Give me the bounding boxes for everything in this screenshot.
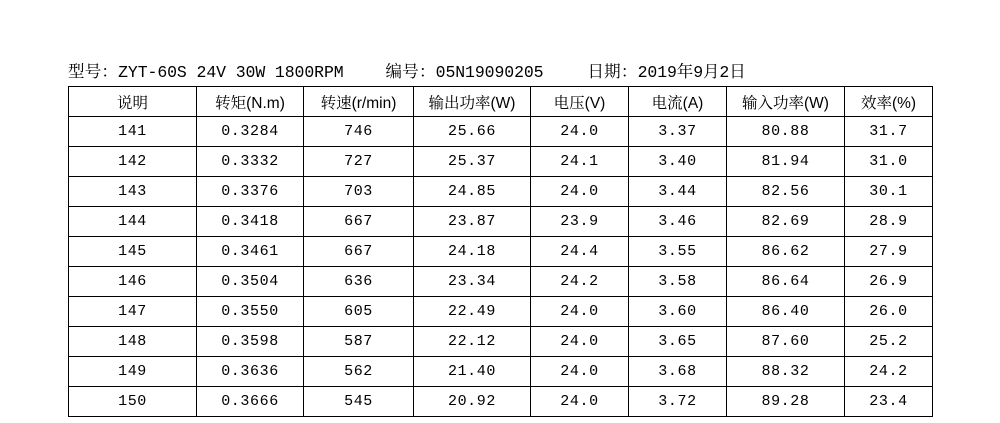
cell: 24.0	[531, 297, 629, 327]
cell: 3.68	[629, 357, 727, 387]
cell: 545	[304, 387, 414, 417]
cell: 746	[304, 117, 414, 147]
model-label: 型号：	[68, 63, 119, 81]
cell: 0.3504	[197, 267, 304, 297]
serial-label: 编号：	[385, 63, 436, 81]
cell: 24.2	[845, 357, 933, 387]
cell: 145	[69, 237, 197, 267]
cell: 23.9	[531, 207, 629, 237]
cell: 149	[69, 357, 197, 387]
cell: 31.0	[845, 147, 933, 177]
table-row	[69, 117, 933, 147]
cell: 0.3666	[197, 387, 304, 417]
cell: 144	[69, 207, 197, 237]
table-row	[69, 297, 933, 327]
cell: 143	[69, 177, 197, 207]
column-header: 转矩(N.m)	[197, 87, 304, 117]
table-body	[69, 117, 933, 417]
cell: 24.2	[531, 267, 629, 297]
column-header: 转速(r/min)	[304, 87, 414, 117]
cell: 3.72	[629, 387, 727, 417]
cell: 0.3598	[197, 327, 304, 357]
table-row	[69, 357, 933, 387]
cell: 3.44	[629, 177, 727, 207]
cell: 28.9	[845, 207, 933, 237]
cell: 26.9	[845, 267, 933, 297]
cell: 667	[304, 207, 414, 237]
column-header: 输出功率(W)	[414, 87, 531, 117]
cell: 25.66	[414, 117, 531, 147]
date-label: 日期：	[587, 63, 638, 81]
cell: 23.34	[414, 267, 531, 297]
cell: 24.0	[531, 177, 629, 207]
cell: 703	[304, 177, 414, 207]
column-header: 效率(%)	[845, 87, 933, 117]
cell: 86.62	[727, 237, 845, 267]
cell: 0.3284	[197, 117, 304, 147]
table-row	[69, 327, 933, 357]
cell: 82.56	[727, 177, 845, 207]
cell: 86.64	[727, 267, 845, 297]
cell: 562	[304, 357, 414, 387]
cell: 141	[69, 117, 197, 147]
table-header-row	[69, 87, 933, 117]
cell: 727	[304, 147, 414, 177]
date-value: 2019年9月2日	[637, 63, 746, 82]
cell: 31.7	[845, 117, 933, 147]
column-header: 说明	[69, 87, 197, 117]
cell: 0.3550	[197, 297, 304, 327]
cell: 89.28	[727, 387, 845, 417]
cell: 88.32	[727, 357, 845, 387]
cell: 0.3376	[197, 177, 304, 207]
cell: 0.3332	[197, 147, 304, 177]
cell: 81.94	[727, 147, 845, 177]
cell: 3.40	[629, 147, 727, 177]
cell: 24.1	[531, 147, 629, 177]
cell: 142	[69, 147, 197, 177]
cell: 86.40	[727, 297, 845, 327]
cell: 24.0	[531, 357, 629, 387]
cell: 587	[304, 327, 414, 357]
cell: 26.0	[845, 297, 933, 327]
column-header: 输入功率(W)	[727, 87, 845, 117]
table-row	[69, 207, 933, 237]
cell: 146	[69, 267, 197, 297]
cell: 0.3418	[197, 207, 304, 237]
cell: 25.37	[414, 147, 531, 177]
cell: 24.4	[531, 237, 629, 267]
cell: 0.3636	[197, 357, 304, 387]
cell: 24.0	[531, 117, 629, 147]
cell: 87.60	[727, 327, 845, 357]
cell: 24.0	[531, 327, 629, 357]
cell: 667	[304, 237, 414, 267]
table-row	[69, 387, 933, 417]
cell: 3.58	[629, 267, 727, 297]
report-header	[68, 58, 938, 80]
table-row	[69, 147, 933, 177]
serial-field	[386, 58, 544, 82]
cell: 24.85	[414, 177, 531, 207]
table-row	[69, 177, 933, 207]
table-row	[69, 237, 933, 267]
column-header: 电流(A)	[629, 87, 727, 117]
cell: 20.92	[414, 387, 531, 417]
cell: 148	[69, 327, 197, 357]
cell: 147	[69, 297, 197, 327]
cell: 24.18	[414, 237, 531, 267]
cell: 605	[304, 297, 414, 327]
cell: 22.12	[414, 327, 531, 357]
cell: 3.55	[629, 237, 727, 267]
cell: 3.60	[629, 297, 727, 327]
cell: 3.65	[629, 327, 727, 357]
measurement-table	[68, 86, 933, 417]
cell: 21.40	[414, 357, 531, 387]
date-field	[587, 58, 745, 82]
cell: 150	[69, 387, 197, 417]
cell: 23.4	[845, 387, 933, 417]
model-value: ZYT-60S 24V 30W 1800RPM	[118, 63, 344, 82]
table-row	[69, 267, 933, 297]
cell: 24.0	[531, 387, 629, 417]
cell: 27.9	[845, 237, 933, 267]
serial-value: 05N19090205	[435, 63, 544, 82]
cell: 3.37	[629, 117, 727, 147]
cell: 23.87	[414, 207, 531, 237]
cell: 30.1	[845, 177, 933, 207]
cell: 82.69	[727, 207, 845, 237]
cell: 636	[304, 267, 414, 297]
column-header: 电压(V)	[531, 87, 629, 117]
cell: 3.46	[629, 207, 727, 237]
cell: 25.2	[845, 327, 933, 357]
cell: 80.88	[727, 117, 845, 147]
model-field	[68, 58, 344, 82]
cell: 0.3461	[197, 237, 304, 267]
cell: 22.49	[414, 297, 531, 327]
